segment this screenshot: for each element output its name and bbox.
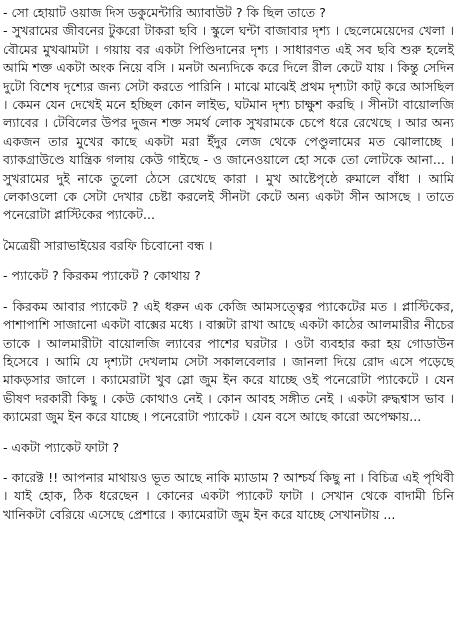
paragraph-gap [3,457,454,469]
paragraph-gap [3,255,454,267]
paragraph-packet-question: - প্যাকেট ? কিরকম প্যাকেট ? কোথায় ? [3,268,201,284]
paragraph-correct-answer: - কারেক্ট !! আপনার মাথায়ও ভূত আছে নাকি ম্যাডাম ? আশ্চর্য কিছু না । বিচিত্র এই পৃথিবী । যাই হোক, ঠিক ধরেছেন । কোনের একটা প্যাকেট ফাটা । সেখান থেকে বাদামী চিনি খানিকটা বেরিয়ে এসেছে প্রেশারে । ক্যামেরাটা জুম ইন করে যাচ্ছে সেখানটায় ... [3,469,454,522]
paragraph-packet-description: - কিরকম আবার প্যাকেট ? এই ধরুন এক কেজি আমসত্ত্বের প্যাকেটের মত । প্লাস্টিকের, পাশাপাশি সাজানো একটা বাক্সের মধ্যে । বাক্সটা রাখা আছে একটা কাঠের আলমারীর নীচের তাকে । আলমারীটা বায়োলজি ল্যাবের পাশের ঘরটার । ওটা ব্যবহার করা হয় গোডাউন হিসেবে । আমি যে দৃশ্যটা দেখলাম সেটা সকালবেলার । জানলা দিয়ে রোদ এসে পড়েছে মাকড়সার জালে । ক্যামেরাটা খুব স্লো জুম ইন করে যাচ্ছে ওই পনেরোটা প্যাকেটে । যেন ভীষণ দরকারী কিছু । কেউ কোথাও নেই । কোন আবহ সঙ্গীত নেই । একটা রুদ্ধশ্বাস ভাব । ক্যামেরা জুম ইন করে যাচ্ছে । পনেরোটা প্যাকেট । যেন বসে আছে কারো অপেক্ষায়... [3,298,454,425]
paragraph-sukhram-scenes: - সুখরামের জীবনের টুকরো টাকরা ছবি । স্কুলে ঘন্টা বাজাবার দৃশ্য । ছেলেমেয়েদের খেলা । বৌমের মুখঝামটা । গয়ায় বর একটা পিণ্ডিদানের দৃশ্য । সাধারণত এই সব ছবি শুরু হলেই আমি শক্ত একটা অংক নিয়ে বসি । মনটা অন্যদিকে করে দিলে রীল কেটে যায় । কিন্তু সেদিন দুটো বিশেষ দৃশ্যের জন্য সেটা করতে পারিনি । মাঝে মাঝেই প্রথম দৃশ্যটা কাট্ করে আসছিল । কেমন যেন দেখেই মনে হচ্ছিল কোন লাইভ, ঘটমান দৃশ্য চাক্ষুশ করছি । সীনটা বায়োলজি ল্যাবের । টেবিলের উপর দুজন শক্ত সমর্থ লোক সুখরামকে চেপে ধরে রেখেছে । আর অন্য একজন তার মুখের কাছে একটা মরা ইঁদুর লেজ থেকে পেণ্ডুলামের মত ঝোলাচ্ছে । ব্যাকগ্রাউণ্ডে যান্ত্রিক গলায় কেউ গাইছে - ও জানেওয়ালে হো সকে তো লোটকে আনা... । সুখরামের দুই নাকে তুলো ঠেসে রেখেছে কারা । মুখ আষ্টেপৃষ্ঠে রুমালে বাঁধা । আমি লেকাওলো কে সেটা দেখার চেষ্টা করলেই সীনটা কেটে অন্য একটা সীন আসছে । তাতে পনেরোটা প্লাস্টিকের প্যাকেট... [3,23,454,223]
document-body [3,4,454,524]
paragraph-gap [3,225,454,237]
paragraph-question-documentary: - সো হোয়াট ওয়াজ দিস ডকুমেন্টারি অ্যাবাউট ? কি ছিল তাতে ? [3,5,326,20]
paragraph-gap [3,427,454,439]
paragraph-gap [3,286,454,298]
paragraph-torn-packet-question: - একটা প্যাকেট ফাটা ? [3,439,120,455]
paragraph-maitreyi-stops: মৈত্রেয়ী সারাভাইয়ের বরফি চিবোনো বন্ধ । [3,237,213,253]
